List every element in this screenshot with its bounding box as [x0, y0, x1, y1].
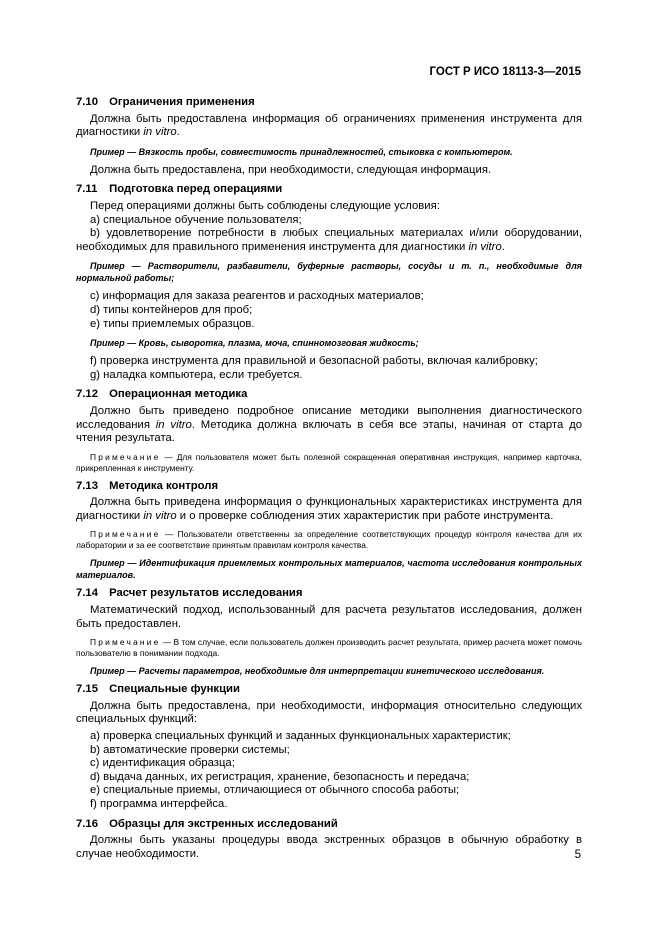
example: Пример — Вязкость пробы, совместимость принадлежностей, стыковка с компьютером.: [90, 146, 513, 157]
list-item: e) специальные приемы, отличающиеся от обычного способа работы;: [90, 784, 460, 797]
list-item: c) идентификация образца;: [90, 757, 235, 770]
section-heading-7-10: 7.10 Ограничения применения: [76, 96, 255, 108]
page-number: 5: [574, 849, 581, 861]
example: Пример — Растворители, разбавители, буферные растворы, сосуды и т. п., необходимые для нормальной работы;: [76, 261, 582, 284]
list-item: a) проверка специальных функций и заданных функциональных характеристик;: [90, 730, 511, 743]
list-item: d) типы контейнеров для проб;: [90, 303, 253, 316]
list-item: b) автоматические проверки системы;: [90, 743, 290, 756]
example: Пример — Кровь, сыворотка, плазма, моча, спинномозговая жидкость;: [90, 338, 419, 349]
paragraph: Должна быть предоставлена информация об ограничениях применения инструмента для диагностики in vitro.: [76, 112, 582, 139]
list-item: g) наладка компьютера, если требуется.: [90, 368, 303, 381]
note: Примечание — Для пользователя может быть полезной сокращенная оперативная инструкция, например карточка, прикрепленная к инструменту.: [76, 451, 582, 473]
note: Примечание — В том случае, если пользователь должен производить расчет результата, пример расчета может помочь пользователю в понимании подхода.: [76, 637, 582, 659]
document-header: ГОСТ Р ИСО 18113-3—2015: [429, 66, 581, 78]
list-item: f) проверка инструмента для правильной и безопасной работы, включая калибровку;: [90, 355, 538, 368]
example: Пример — Расчеты параметров, необходимые для интерпретации кинетического исследования.: [90, 666, 545, 677]
list-item: c) информация для заказа реагентов и расходных материалов;: [90, 290, 424, 303]
list-item: e) типы приемлемых образцов.: [90, 317, 255, 330]
paragraph: Должны быть указаны процедуры ввода экстренных образцов в обычную обработку в случае необходимости.: [76, 834, 582, 860]
section-heading-7-16: 7.16 Образцы для экстренных исследований: [76, 817, 338, 830]
document-body: [76, 96, 582, 864]
list-item: d) выдача данных, их регистрация, хранение, безопасность и передача;: [90, 770, 470, 783]
section-heading-7-12: 7.12 Операционная методика: [76, 388, 248, 401]
paragraph: Должна быть предоставлена, при необходимости, следующая информация.: [90, 163, 492, 176]
list-item: f) программа интерфейса.: [90, 798, 228, 810]
section-heading-7-11: 7.11 Подготовка перед операциями: [76, 183, 283, 196]
section-heading-7-14: 7.14 Расчет результатов исследования: [76, 587, 303, 600]
example: Пример — Идентификация приемлемых контрольных материалов, частота исследования контрольных материалов.: [76, 558, 582, 581]
section-heading-7-13: 7.13 Методика контроля: [76, 479, 219, 492]
list-item: a) специальное обучение пользователя;: [90, 213, 302, 226]
paragraph: Должна быть предоставлена, при необходимости, информация относительно следующих специальных функций:: [76, 699, 582, 726]
section-heading-7-15: 7.15 Специальные функции: [76, 683, 240, 696]
note: Примечание — Пользователи ответственны за определение соответствующих процедур контроля качества для их лаборатории и за ее соответствие принятым правилам контроля качества.: [76, 529, 582, 551]
paragraph: Должно быть приведено подробное описание методики выполнения диагностического исследования in vitro. Методика должна включать в себя все этапы, начиная от старта до чтения результата.: [76, 404, 582, 445]
paragraph: Математический подход, использованный для расчета результатов исследования, должен быть предоставлен.: [76, 604, 582, 630]
list-item: b) удовлетворение потребности в любых специальных материалах и/или оборудовании, необходимых для правильного применения инструмента для диагностики in vitro.: [76, 227, 582, 253]
paragraph: Перед операциями должны быть соблюдены следующие условия:: [90, 199, 440, 212]
paragraph: Должна быть приведена информация о функциональных характеристиках инструмента для диагностики in vitro и о проверке соблюдения этих характеристик при работе инструмента.: [76, 496, 582, 522]
